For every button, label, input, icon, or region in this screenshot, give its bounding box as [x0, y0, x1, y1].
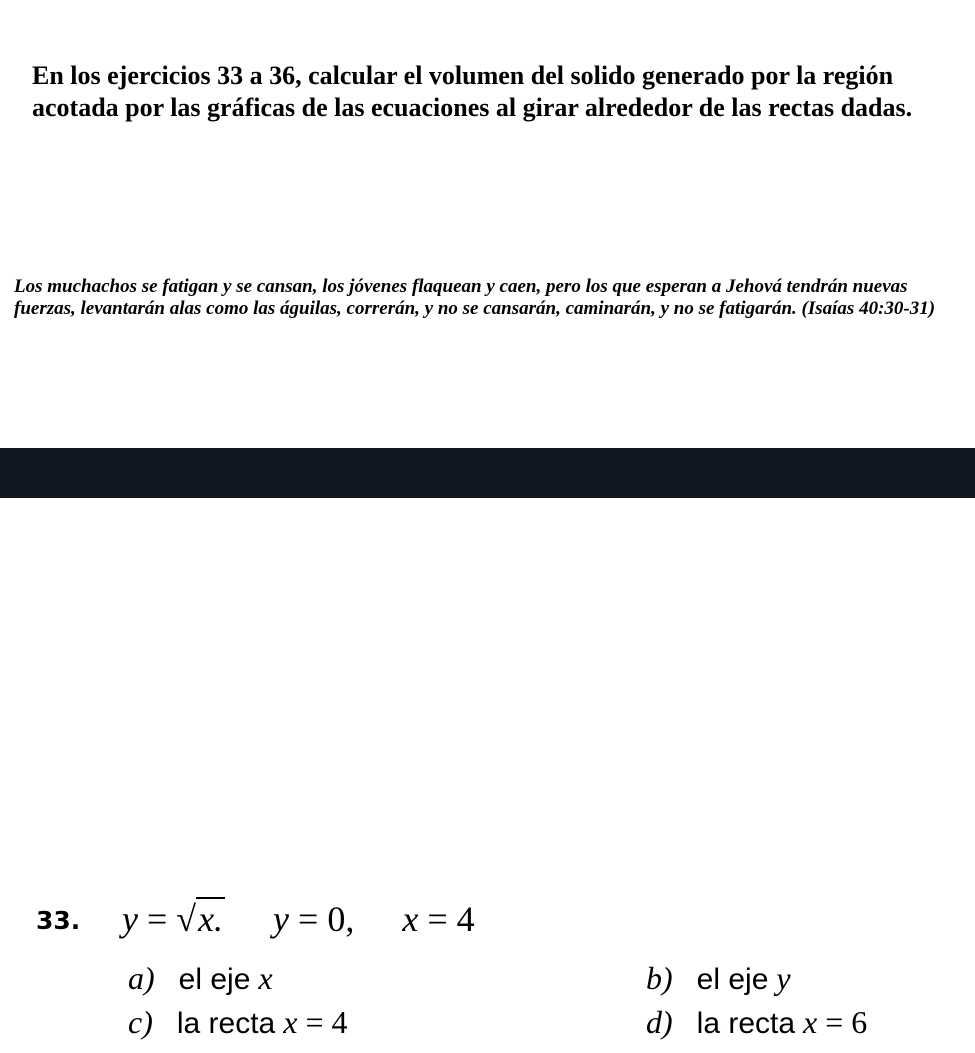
option-a-var: x: [258, 960, 273, 996]
eq-equals-1: =: [146, 899, 168, 939]
option-c-letter: c): [128, 1004, 153, 1040]
eq-y2: y: [273, 899, 290, 939]
eq-four: 4: [456, 899, 475, 939]
option-a-letter: a): [128, 960, 155, 996]
exercise-number: 33.: [36, 906, 81, 935]
option-c-var: x: [283, 1004, 298, 1040]
option-b-var: y: [776, 960, 791, 996]
option-d-letter: d): [646, 1004, 673, 1040]
eq-equals-3: =: [427, 899, 448, 939]
option-d-var: x: [803, 1004, 818, 1040]
option-b-letter: b): [646, 960, 673, 996]
option-a-text: el eje: [178, 963, 251, 996]
option-d-text: la recta: [696, 1007, 796, 1040]
bible-verse: Los muchachos se fatigan y se cansan, los jóvenes flaquean y caen, pero los que esperan a Jehová tendrán nuevas fuerzas, levantarán alas como las águilas, correrán, y no se cansarán, caminarán, y no se fatigarán. (Isaías 40:30-31): [14, 276, 936, 319]
option-d: [646, 1004, 867, 1041]
option-b-text: el eje: [696, 963, 769, 996]
eq-equals-2: =: [298, 899, 319, 939]
option-a: [128, 960, 273, 997]
equation-line: [122, 898, 475, 940]
eq-zero: 0,: [327, 899, 355, 939]
exercise-33: [0, 890, 975, 1050]
option-c: [128, 1004, 348, 1041]
eq-y: y: [122, 899, 138, 939]
option-d-rest: = 6: [825, 1004, 868, 1040]
option-c-text: la recta: [176, 1007, 276, 1040]
dark-divider-band: [0, 448, 975, 498]
sqrt-radicand: x.: [198, 899, 224, 939]
eq-x: x: [402, 899, 419, 939]
sqrt-expression: √x.: [176, 899, 224, 939]
option-b: [646, 960, 791, 997]
instructions-text: En los ejercicios 33 a 36, calcular el volumen del solido generado por la región acotada por las gráficas de las ecuaciones al girar alrededor de las rectas dadas.: [32, 61, 913, 122]
option-c-rest: = 4: [305, 1004, 348, 1040]
